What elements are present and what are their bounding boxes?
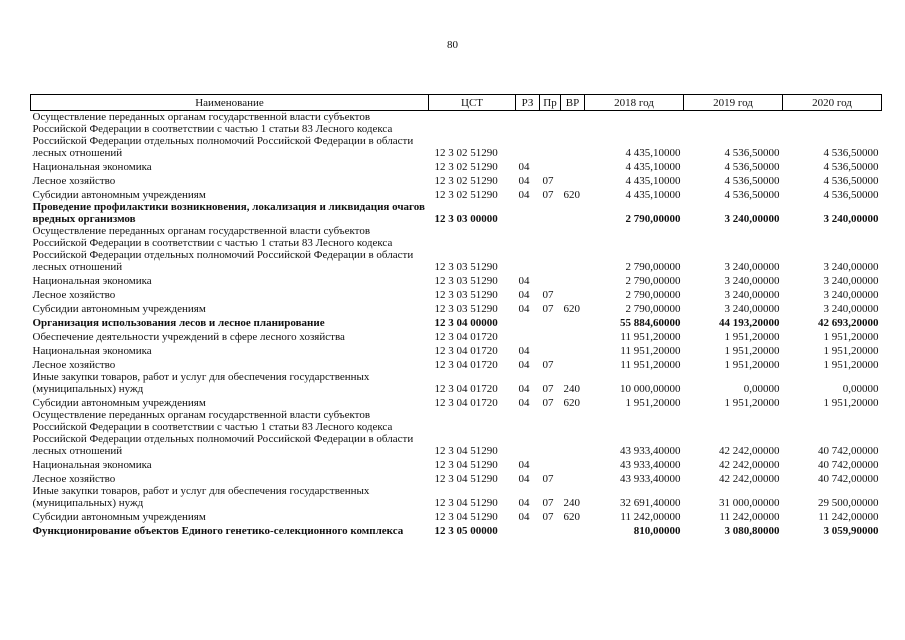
cell-y2019: 1 951,20000 (724, 345, 780, 357)
cell-pr (540, 225, 561, 273)
cell-vr: 620 (563, 397, 580, 409)
header-pr: Пр (540, 95, 561, 111)
cell-y2020: 42 693,20000 (818, 317, 879, 329)
cell-y2019: 42 242,00000 (719, 459, 780, 471)
cell-y2019: 4 536,50000 (724, 175, 780, 187)
cell-vr (561, 357, 585, 371)
cell-name: Лесное хозяйство (32, 289, 116, 301)
cell-cst: 12 3 04 01720 (434, 359, 498, 371)
cell-y2019: 3 240,00000 (724, 275, 780, 287)
cell-pr (540, 409, 561, 457)
cell-cst: 12 3 03 51290 (434, 261, 498, 273)
cell-y2018: 43 933,40000 (620, 473, 681, 485)
cell-y2018: 4 435,10000 (625, 161, 681, 173)
cell-y2020: 4 536,50000 (823, 147, 879, 159)
cell-y2020: 40 742,00000 (818, 445, 879, 457)
cell-y2019: 4 536,50000 (724, 189, 780, 201)
cell-vr (561, 287, 585, 301)
cell-rz (516, 315, 540, 329)
cell-y2018: 4 435,10000 (625, 175, 681, 187)
cell-vr: 620 (563, 189, 580, 201)
table-row (31, 273, 882, 287)
cell-y2018: 1 951,20000 (625, 397, 681, 409)
cell-vr (561, 201, 585, 225)
cell-y2020: 4 536,50000 (823, 189, 879, 201)
cell-y2020: 3 059,90000 (823, 525, 879, 537)
cell-rz: 04 (518, 175, 530, 187)
cell-cst: 12 3 04 00000 (434, 317, 498, 329)
cell-rz (516, 409, 540, 457)
table-row (31, 471, 882, 485)
cell-pr: 07 (542, 303, 554, 315)
header-2019: 2019 год (684, 95, 783, 111)
cell-name: Национальная экономика (32, 161, 152, 173)
cell-name: Субсидии автономным учреждениям (32, 303, 206, 315)
cell-y2018: 2 790,00000 (625, 303, 681, 315)
cell-name: Лесное хозяйство (32, 473, 116, 485)
cell-rz: 04 (518, 289, 530, 301)
cell-pr (540, 457, 561, 471)
cell-cst: 12 3 04 01720 (434, 397, 498, 409)
cell-rz: 04 (518, 511, 530, 523)
header-name: Наименование (31, 95, 429, 111)
cell-rz: 04 (518, 275, 530, 287)
cell-pr (540, 159, 561, 173)
cell-name: Национальная экономика (32, 275, 152, 287)
cell-y2019: 1 951,20000 (724, 397, 780, 409)
cell-y2019: 0,00000 (743, 383, 780, 395)
table-row (31, 329, 882, 343)
cell-cst: 12 3 04 51290 (434, 497, 498, 509)
cell-rz (516, 225, 540, 273)
cell-pr (540, 523, 561, 537)
cell-y2018: 10 000,00000 (620, 383, 681, 395)
cell-y2020: 29 500,00000 (818, 497, 879, 509)
cell-name: Осуществление переданных органам государственной власти субъектов Российской Федерации в соответствии с частью 1 статьи 83 Лесного кодекса Российской Федерации отдельных полномочий Российской Федерации в области лесных отношений (32, 225, 414, 273)
cell-cst: 12 3 04 01720 (434, 331, 498, 343)
cell-y2018: 810,00000 (633, 525, 681, 537)
cell-cst: 12 3 02 51290 (434, 189, 498, 201)
cell-pr: 07 (542, 189, 554, 201)
cell-pr: 07 (542, 497, 554, 509)
cell-pr (540, 273, 561, 287)
cell-cst: 12 3 04 51290 (434, 445, 498, 457)
cell-rz: 04 (518, 497, 530, 509)
cell-y2020: 1 951,20000 (823, 331, 879, 343)
cell-name: Осуществление переданных органам государственной власти субъектов Российской Федерации в соответствии с частью 1 статьи 83 Лесного кодекса Российской Федерации отдельных полномочий Российской Федерации в области лесных отношений (32, 111, 414, 159)
cell-y2019: 3 240,00000 (724, 289, 780, 301)
table-row (31, 409, 882, 457)
cell-rz (516, 201, 540, 225)
cell-name: Функционирование объектов Единого генетико-селекционного комплекса (32, 525, 404, 537)
table-row (31, 395, 882, 409)
cell-rz: 04 (518, 383, 530, 395)
cell-vr (561, 225, 585, 273)
cell-y2020: 3 240,00000 (823, 303, 879, 315)
cell-y2019: 42 242,00000 (719, 473, 780, 485)
cell-pr: 07 (542, 289, 554, 301)
header-cst: ЦСТ (429, 95, 516, 111)
cell-y2018: 11 951,20000 (620, 359, 681, 371)
cell-y2018: 2 790,00000 (625, 213, 681, 225)
cell-name: Иные закупки товаров, работ и услуг для обеспечения государственных (муниципальных) нужд (32, 485, 370, 509)
cell-name: Обеспечение деятельности учреждений в сфере лесного хозяйства (32, 331, 345, 343)
cell-y2020: 3 240,00000 (823, 289, 879, 301)
header-2018: 2018 год (585, 95, 684, 111)
cell-cst: 12 3 05 00000 (434, 525, 498, 537)
cell-rz (516, 329, 540, 343)
page-number: 80 (447, 39, 458, 51)
cell-pr (540, 315, 561, 329)
header-vr: ВР (561, 95, 585, 111)
table-row (31, 173, 882, 187)
cell-cst: 12 3 04 51290 (434, 473, 498, 485)
cell-cst: 12 3 02 51290 (434, 161, 498, 173)
table-body (31, 111, 882, 538)
cell-y2018: 2 790,00000 (625, 261, 681, 273)
cell-y2019: 4 536,50000 (724, 147, 780, 159)
cell-vr (561, 315, 585, 329)
cell-name: Национальная экономика (32, 345, 152, 357)
cell-y2018: 55 884,60000 (620, 317, 681, 329)
table-row (31, 457, 882, 471)
cell-y2020: 3 240,00000 (823, 213, 879, 225)
cell-pr: 07 (542, 175, 554, 187)
cell-cst: 12 3 03 51290 (434, 303, 498, 315)
cell-y2020: 3 240,00000 (823, 275, 879, 287)
cell-rz: 04 (518, 473, 530, 485)
cell-vr (561, 329, 585, 343)
cell-y2018: 2 790,00000 (625, 289, 681, 301)
cell-vr (561, 457, 585, 471)
cell-y2019: 4 536,50000 (724, 161, 780, 173)
table-row (31, 287, 882, 301)
cell-vr (561, 111, 585, 160)
cell-pr: 07 (542, 359, 554, 371)
cell-pr: 07 (542, 397, 554, 409)
cell-rz: 04 (518, 459, 530, 471)
cell-y2020: 40 742,00000 (818, 473, 879, 485)
cell-cst: 12 3 04 01720 (434, 345, 498, 357)
cell-cst: 12 3 04 01720 (434, 383, 498, 395)
cell-y2020: 1 951,20000 (823, 359, 879, 371)
cell-y2019: 44 193,20000 (719, 317, 780, 329)
cell-y2018: 2 790,00000 (625, 275, 681, 287)
cell-y2018: 11 242,00000 (620, 511, 681, 523)
cell-pr: 07 (542, 473, 554, 485)
cell-name: Субсидии автономным учреждениям (32, 511, 206, 523)
cell-name: Субсидии автономным учреждениям (32, 189, 206, 201)
cell-name: Национальная экономика (32, 459, 152, 471)
cell-vr (561, 409, 585, 457)
cell-rz: 04 (518, 345, 530, 357)
table-row (31, 301, 882, 315)
cell-pr (540, 111, 561, 160)
cell-pr: 07 (542, 511, 554, 523)
cell-rz: 04 (518, 189, 530, 201)
cell-vr: 240 (563, 497, 580, 509)
cell-rz: 04 (518, 359, 530, 371)
header-rz: РЗ (516, 95, 540, 111)
cell-vr (561, 173, 585, 187)
cell-y2019: 3 080,80000 (724, 525, 780, 537)
cell-cst: 12 3 03 00000 (434, 213, 498, 225)
table-row (31, 225, 882, 273)
cell-y2018: 43 933,40000 (620, 459, 681, 471)
cell-name: Лесное хозяйство (32, 359, 116, 371)
cell-cst: 12 3 02 51290 (434, 175, 498, 187)
cell-y2020: 40 742,00000 (818, 459, 879, 471)
cell-pr (540, 201, 561, 225)
table-row (31, 343, 882, 357)
cell-name: Субсидии автономным учреждениям (32, 397, 206, 409)
cell-y2019: 11 242,00000 (719, 511, 780, 523)
cell-pr (540, 343, 561, 357)
budget-table (30, 94, 882, 537)
table-row (31, 201, 882, 225)
cell-rz (516, 523, 540, 537)
cell-cst: 12 3 04 51290 (434, 511, 498, 523)
cell-y2018: 11 951,20000 (620, 345, 681, 357)
cell-vr: 240 (563, 383, 580, 395)
table-header (31, 95, 882, 111)
table-row (31, 111, 882, 160)
cell-vr (561, 471, 585, 485)
cell-y2018: 11 951,20000 (620, 331, 681, 343)
cell-y2019: 1 951,20000 (724, 331, 780, 343)
cell-y2018: 4 435,10000 (625, 189, 681, 201)
table-row (31, 187, 882, 201)
cell-rz: 04 (518, 161, 530, 173)
cell-vr (561, 523, 585, 537)
cell-cst: 12 3 04 51290 (434, 459, 498, 471)
cell-y2020: 1 951,20000 (823, 345, 879, 357)
cell-name: Организация использования лесов и лесное планирование (32, 317, 325, 329)
cell-y2019: 31 000,00000 (719, 497, 780, 509)
header-row (31, 95, 882, 111)
cell-cst: 12 3 02 51290 (434, 147, 498, 159)
cell-vr (561, 343, 585, 357)
table-row (31, 509, 882, 523)
cell-rz: 04 (518, 303, 530, 315)
table-row (31, 371, 882, 395)
table-row (31, 523, 882, 537)
header-2020: 2020 год (783, 95, 882, 111)
cell-y2020: 3 240,00000 (823, 261, 879, 273)
cell-rz (516, 111, 540, 160)
table-row (31, 485, 882, 509)
cell-y2020: 4 536,50000 (823, 161, 879, 173)
cell-cst: 12 3 03 51290 (434, 289, 498, 301)
table-row (31, 159, 882, 173)
cell-y2018: 32 691,40000 (620, 497, 681, 509)
cell-name: Иные закупки товаров, работ и услуг для обеспечения государственных (муниципальных) нужд (32, 371, 370, 395)
cell-rz: 04 (518, 397, 530, 409)
cell-y2020: 0,00000 (842, 383, 879, 395)
cell-vr: 620 (563, 303, 580, 315)
cell-name: Проведение профилактики возникновения, локализация и ликвидация очагов вредных организмов (32, 201, 425, 225)
cell-y2020: 4 536,50000 (823, 175, 879, 187)
cell-y2018: 43 933,40000 (620, 445, 681, 457)
cell-vr: 620 (563, 511, 580, 523)
cell-name: Осуществление переданных органам государственной власти субъектов Российской Федерации в соответствии с частью 1 статьи 83 Лесного кодекса Российской Федерации отдельных полномочий Российской Федерации в области лесных отношений (32, 409, 414, 457)
cell-pr (540, 329, 561, 343)
cell-pr: 07 (542, 383, 554, 395)
cell-y2020: 11 242,00000 (818, 511, 879, 523)
table-row (31, 315, 882, 329)
cell-vr (561, 273, 585, 287)
cell-y2019: 3 240,00000 (724, 303, 780, 315)
cell-y2019: 3 240,00000 (724, 213, 780, 225)
cell-y2019: 1 951,20000 (724, 359, 780, 371)
cell-vr (561, 159, 585, 173)
cell-cst: 12 3 03 51290 (434, 275, 498, 287)
cell-y2019: 42 242,00000 (719, 445, 780, 457)
cell-name: Лесное хозяйство (32, 175, 116, 187)
cell-y2020: 1 951,20000 (823, 397, 879, 409)
cell-y2019: 3 240,00000 (724, 261, 780, 273)
cell-y2018: 4 435,10000 (625, 147, 681, 159)
table-row (31, 357, 882, 371)
